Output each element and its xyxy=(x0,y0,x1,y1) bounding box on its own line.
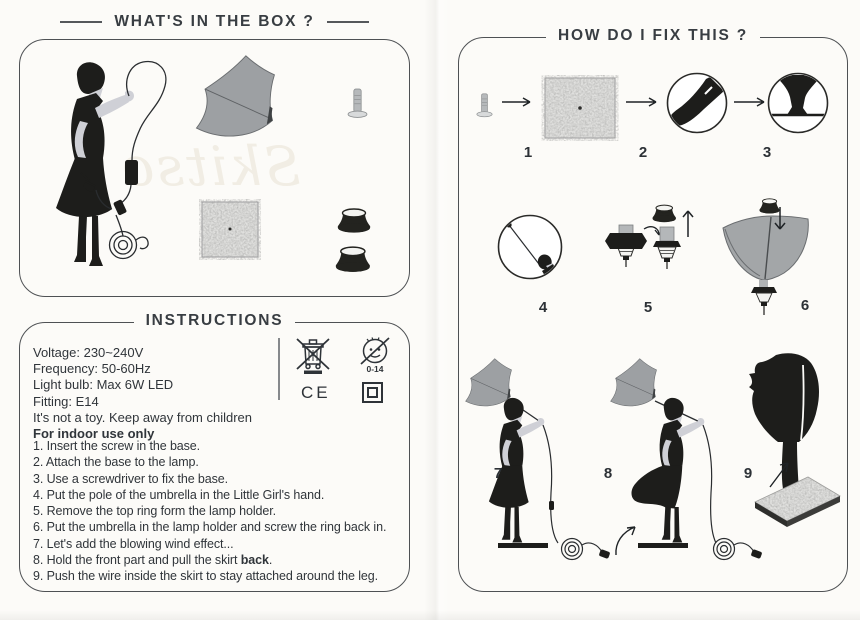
step-line: 4. Put the pole of the umbrella in the Little Girl's hand. xyxy=(33,487,325,502)
lamp-socket xyxy=(125,160,138,185)
how-to-fix-title: HOW DO I FIX THIS ? xyxy=(546,27,760,45)
indoor-note: For indoor use only xyxy=(33,426,155,442)
whats-in-box-illustration xyxy=(19,39,410,297)
page-fold-shadow xyxy=(424,0,450,620)
pole-in-hand-detail xyxy=(499,216,562,289)
step-line: 2. Attach the base to the lamp. xyxy=(33,455,199,470)
screw-step xyxy=(477,94,492,117)
bleed-through-watermark: Skitso xyxy=(120,135,301,198)
step-number-9: 9 xyxy=(743,465,753,482)
lamp-holder-ring-top xyxy=(338,209,371,233)
attach-leg-detail xyxy=(658,74,727,133)
instructions-title-row xyxy=(19,312,410,330)
umbrella-canopy xyxy=(197,56,275,136)
foot-on-base-detail xyxy=(769,74,828,133)
ce-mark: CE xyxy=(301,383,331,402)
wire-tuck-detail xyxy=(748,353,848,530)
step-number-6: 6 xyxy=(800,297,810,314)
arrow-1 xyxy=(502,98,530,106)
spec-voltage: Voltage: 230~240V xyxy=(33,345,144,360)
assembled-lamp xyxy=(466,359,611,560)
step-line: 5. Remove the top ring form the lamp holder. xyxy=(33,504,276,519)
arrow-2 xyxy=(626,98,656,106)
umbrella-in-holder-detail xyxy=(723,199,808,315)
step-number-5: 5 xyxy=(643,299,653,316)
instructions-title: INSTRUCTIONS xyxy=(134,312,296,330)
age-range-label: 0-14 xyxy=(366,364,384,374)
wind-effect-lamp xyxy=(611,359,763,560)
spec-toy-warning: It's not a toy. Keep away from children xyxy=(33,409,253,425)
spec-bulb: Light bulb: Max 6W LED xyxy=(33,377,174,393)
title-rule-right xyxy=(327,21,369,23)
whats-in-box-title: WHAT'S IN THE BOX ? xyxy=(114,13,315,30)
arrow-3 xyxy=(734,98,764,106)
inline-switch xyxy=(113,199,127,215)
step-number-7: 7 xyxy=(493,465,503,482)
step-line: 8. Hold the front part and pull the skirt back. xyxy=(33,553,273,568)
step-number-4: 4 xyxy=(538,299,548,316)
marble-base xyxy=(202,202,258,257)
whats-in-box-title-row xyxy=(19,13,410,31)
how-to-fix-illustration xyxy=(458,35,848,592)
screw xyxy=(348,89,367,117)
weee-bin-icon xyxy=(295,336,331,376)
step-line: 9. Push the wire inside the skirt to stay attached around the leg. xyxy=(33,569,378,584)
lamp-holder-ring-bottom xyxy=(336,247,370,272)
spec-list xyxy=(33,345,273,442)
step-line: 1. Insert the screw in the base. xyxy=(33,439,201,453)
age-warning-icon xyxy=(359,337,391,365)
base-step xyxy=(545,78,615,138)
spec-fitting: Fitting: E14 xyxy=(33,393,99,409)
scan-edge-shadow xyxy=(0,610,860,620)
assembly-steps-list xyxy=(33,438,407,585)
class2-insulation-icon xyxy=(362,382,383,403)
spec-frequency: Frequency: 50-60Hz xyxy=(33,361,151,377)
step-number-3: 3 xyxy=(762,144,772,161)
remove-ring-detail xyxy=(605,205,693,269)
step-number-2: 2 xyxy=(638,144,648,161)
step-line: 7. Let's add the blowing wind effect... xyxy=(33,536,234,551)
step-number-1: 1 xyxy=(523,144,533,161)
title-rule-left xyxy=(60,21,102,23)
spec-icon-divider xyxy=(278,338,280,400)
step-line: 6. Put the umbrella in the lamp holder and screw the ring back in. xyxy=(33,520,387,535)
step-line: 3. Use a screwdriver to fix the base. xyxy=(33,471,228,486)
step-number-8: 8 xyxy=(603,465,613,482)
